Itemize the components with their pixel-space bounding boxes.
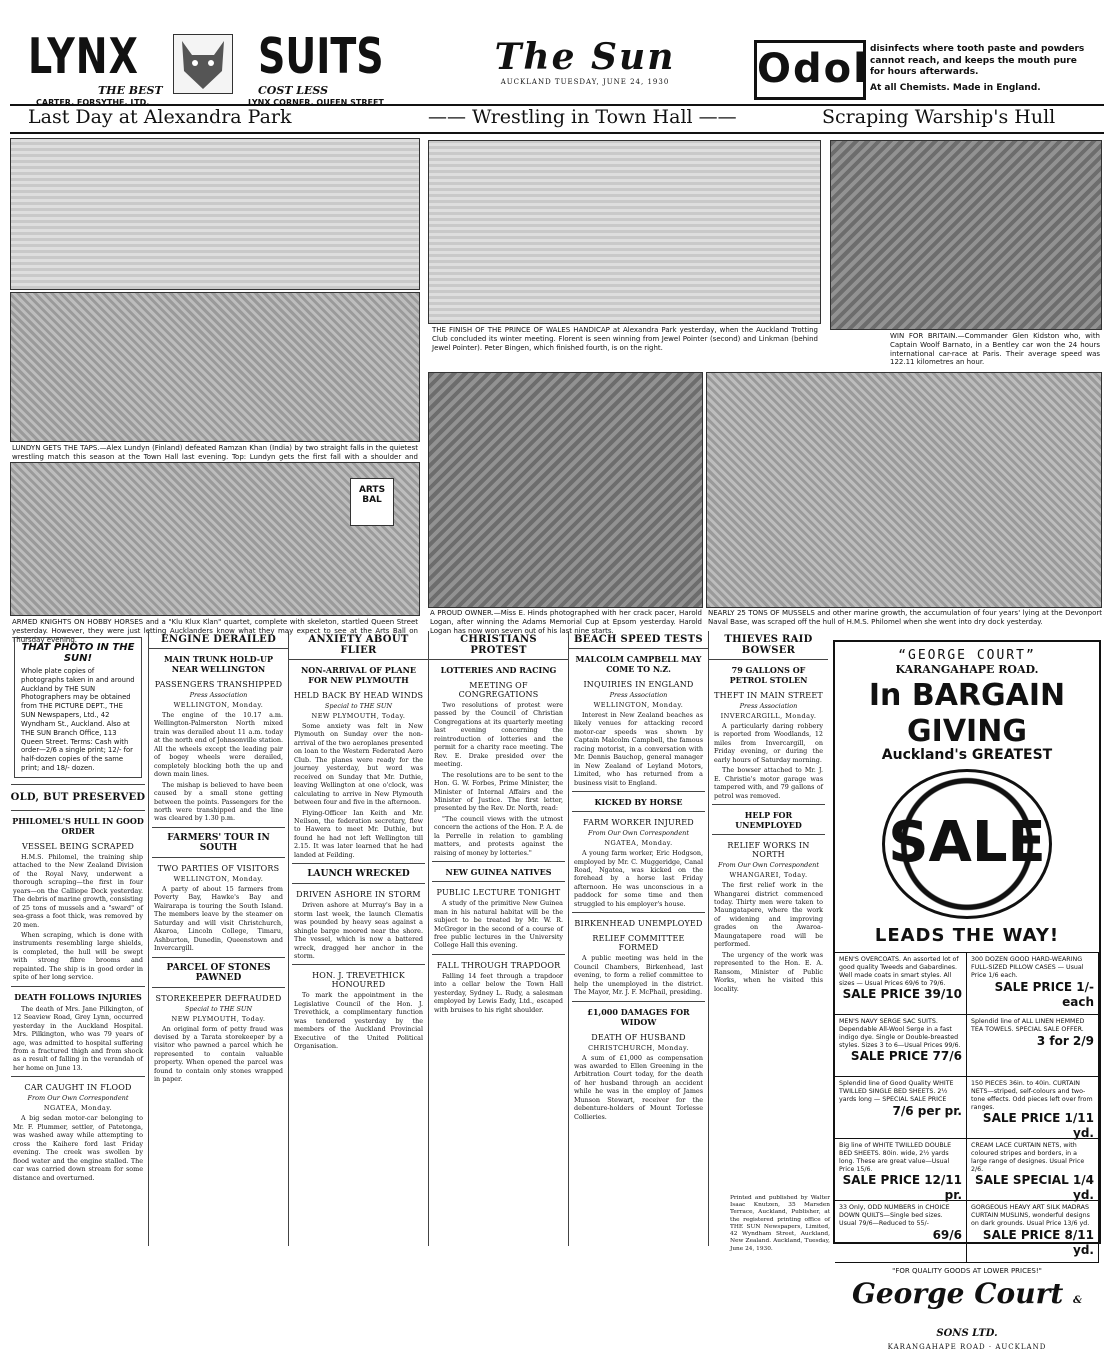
ad-item: MEN'S OVERCOATS. An assorted lot of good quality Tweeds and Gabardines. Well made coats in smart styles. All sizes — Usual Prices 69/6 to 79/6. SALE PRICE 39/10 [835,953,967,1015]
wrestling-photo-bottom [10,292,420,442]
ad-item: 33 Only, ODD NUMBERS in CHOICE DOWN QUILTS—Single bed sizes. Usual 79/6—Reduced to 55/- 69/6 [835,1201,967,1263]
article-bowser-place: INVERCARGILL, Monday. [720,712,817,720]
lynx-maker: CARTER, FORSYTHE, LTD. [36,98,150,107]
owner-caption: A PROUD OWNER.—Miss E. Hinds photographed with her crack pacer, Harold Logan, after winning the Adams Memorial Cup at Epsom yesterday. Harold Logan has now won seven out of his last nine starts. [430,609,702,635]
article-horse-byline: From Our Own Correspondent [588,829,689,838]
article-flood-byline: From Our Own Correspondent [27,1094,129,1103]
article-unemployed-body: The first relief work in the Whangarei district commenced today. Thirty men were taken to Maungatapere, where the work of widening and improving grades on the Awaroa-Maungatapere road will be performed. [714,881,823,949]
odol-ad-text: disinfects where tooth paste and powders cannot reach, and keeps the mouth pure for hours afterwards. At all Chemists. Made in England. [870,44,1090,100]
article-parcel-head: PARCEL OF STONES PAWNED [166,962,271,983]
article-horse-sub: FARM WORKER INJURED [583,818,694,828]
sale-text: SALE [888,810,1046,875]
article-trevethick-body: To mark the appointment in the Legislative Council of the Hon. J. Trevethick, a complimentary function was tendered yesterday by the members of the Auckland Provincial Executive of the United Political Organisation. [294,991,423,1051]
headline-wrestling: —— Wrestling in Town Hall —— [428,106,737,128]
odol-ad-footer: At all Chemists. Made in England. [870,83,1041,94]
article-engine-byline: Press Association [189,691,248,699]
mussels-caption: NEARLY 25 TONS OF MUSSELS and other marine growth, the accumulation of four years' lying at the Devonport Naval Base, was scraped off the hull of H.M.S. Philomel when she went into dry dock yesterday. [708,609,1102,626]
article-unemployed-place: WHANGAREI, Today. [729,871,808,880]
article-flier-body: Some anxiety was felt in New Plymouth on Sunday over the non-arrival of the two aeroplanes presented on loan to the Western Federated Aero Club. The planes were ready for the journey yesterday, but word was received on Sunday that Mr. Duthie, leaving Wellington at one o'clock, was calculating to arrive in New Plymouth between four and five in the afternoon. [294,722,423,807]
column-5 [568,631,708,1246]
lynx-logo: LYNX [28,27,139,85]
column-4 [428,631,568,1246]
article-parcel-byline: Special to THE SUN [184,1004,253,1013]
article-unemployed-byline: From Our Own Correspondent [718,861,819,870]
article-bowser-sub2: THEFT IN MAIN STREET [714,691,823,700]
article-christians-sub2: MEETING OF CONGREGATIONS [458,681,539,699]
article-christians-body: Two resolutions of protest were passed by the Council of Christian Congregations at its quarterly meeting last evening concerning the reintroduction of lotteries and the permit for a charity race meeting. The Rev. E. Drake presided over the meeting. [434,701,563,769]
column-6 [708,631,828,1246]
ad-items-grid [835,952,1099,1263]
article-farmers-body: A party of about 15 farmers from Poverty Bay, Hawke's Bay and Wairarapa is touring the South Island. The members leave by the steamer on Saturday and will visit Christchurch, Akaroa, Lincoln College, Timaru, Ashburton, Dunedin, Queenstown and Invercargill. [154,884,283,953]
article-engine-body: The engine of the 10.17 a.m. Wellington-Palmerston North mixed train was derailed about 11 a.m. today at the north end of Johnsonville station. All the wheels except the leading pair of bogey wheels were derailed, completely blocking both the up and down main lines. [154,711,283,779]
article-christians-body3: "The council views with the utmost concern the actions of the Hon. P. A. de la Perrelle in relation to gambling matters, and protests against the raising of money by lotteries." [434,814,563,857]
article-flier-sub2: HELD BACK BY HEAD WINDS [293,691,424,700]
odol-logo: Odol [754,40,866,100]
article-parcel-sub: STOREKEEPER DEFRAUDED [155,993,282,1003]
article-death-head: DEATH FOLLOWS INJURIES [14,991,142,1002]
ad-item: GORGEOUS HEAVY ART SILK MADRAS CURTAIN MUSLINS, wonderful designs on dark grounds. Usual Price 13/6 yd. SALE PRICE 8/11 yd. [967,1201,1099,1263]
george-court-ad [833,640,1101,1351]
ad-item: 150 PIECES 36in. to 40in. CURTAIN NETS—striped, self-colours and two-tone effects. Odd pieces left over from ranges. SALE PRICE 1/11 yd. [967,1077,1099,1139]
ad-address: KARANGAHAPE ROAD · AUCKLAND [887,1343,1047,1351]
article-old-preserved-sub: PHILOMEL'S HULL IN GOOD ORDER [12,815,144,836]
article-bowser-body2: The bowser attached to Mr. J. E. Christie's motor garage was tampered with, and 79 gallons of petrol was removed. [714,766,823,800]
ad-item: Big line of WHITE TWILLED DOUBLE BED SHEETS. 80in. wide, 2½ yards long. These are great value—Usual Price 15/6. SALE PRICE 12/11 pr. [835,1139,967,1201]
article-engine-head: ENGINE DERAILED [149,631,288,649]
ad-item: Splendid line of Good Quality WHITE TWILLED SINGLE BED SHEETS. 2½ yards long — SPECIAL SALE PRICE 7/6 per pr. [835,1077,967,1139]
ad-item: Splendid line of ALL LINEN HEMMED TEA TOWELS. SPECIAL SALE OFFER. 3 for 2/9 [967,1015,1099,1077]
ad-item: CREAM LACE CURTAIN NETS, with coloured stripes and borders, in a large range of designes. Usual Price 2/6. SALE SPECIAL 1/4 yd. [967,1139,1099,1201]
article-unemployed-head: HELP FOR UNEMPLOYED [735,810,802,831]
article-launch-body: Driven ashore at Murray's Bay in a storm last week, the launch Clematis was pounded by heavy seas against a shingle barge moored near the shore. The vessel, which is now a battered wreck, dragged her anchor in the storm. [294,901,423,960]
article-damages-body: A sum of £1,000 as compensation was awarded to Ellen Greening in the Arbitration Court today, for the death of her husband through an accident while he was in the employ of James Munson Stewart, receiver for the debenture-holders of Mount Torlesse Collieries. [574,1053,703,1121]
suits-logo: SUITS [258,27,384,85]
article-birkenhead-head: BIRKENHEAD UNEMPLOYED [574,919,703,929]
article-beach-place: WELLINGTON, Monday. [593,701,684,709]
article-unemployed-sub: RELIEF WORKS IN NORTH [727,841,810,860]
article-old-preserved-body2: When scraping, which is done with instruments resembling large shields, is completed, the hull will be swept with strong fibre brooms and repainted. The ship is in good order in spite of her long service. [13,931,143,982]
article-flood-head: CAR CAUGHT IN FLOOD [24,1083,132,1093]
article-bowser-sub: 79 GALLONS OF PETROL STOLEN [729,665,808,685]
article-old-preserved-head: OLD, BUT PRESERVED [10,791,146,803]
handicap-caption: THE FINISH OF THE PRINCE OF WALES HANDICAP at Alexandra Park yesterday, when the Auckland Trotting Club concluded its winter meeting. Florent is seen winning from Jewel Pointer (second) and Linkman (behind Jewel Pointer). Peter Bingen, which finished fourth, is on the right. [432,326,818,352]
article-guinea-head: NEW GUINEA NATIVES [445,867,552,878]
sale-badge [882,769,1052,919]
lynx-address: LYNX CORNER, QUEEN STREET [248,98,384,107]
article-farmers-head: FARMERS' TOUR IN SOUTH [167,832,270,853]
column-2 [148,631,288,1246]
column-3 [288,631,428,1246]
ad-george-court: “GEORGE COURT” [898,648,1036,663]
ad-road: KARANGAHAPE ROAD. [895,663,1039,676]
imprint: Printed and published by Walter Isaac Knutzen, 35 Marsden Terrace, Auckland, Publisher, at the registered printing office of THE SUN Newspapers, Limited, 42 Wyndham Street, Auckland, New Zealand. Auckland, Tuesday, June 24, 1930. [730,1195,830,1252]
article-flier-body2: Flying-Officer Ian Keith and Mr. Neilson, the federation secretary, flew to Hawera to meet Mr. Duthie, but found he had not left Wellington till 2.15. It was later learned that he had landed at Feilding. [294,808,423,859]
ad-in-bargain: In BARGAIN [868,678,1066,713]
article-trapdoor-head: FALL THROUGH TRAPDOOR [436,960,561,970]
article-launch-head: LAUNCH WRECKED [307,869,410,880]
wrestling-photo-top [10,138,420,290]
article-engine-sub2: PASSENGERS TRANSHIPPED [154,680,283,689]
headline-rule [10,132,1104,134]
article-flier-sub: NON-ARRIVAL OF PLANE FOR NEW PLYMOUTH [300,665,417,685]
arts-ball-sign: ARTS BAL [350,478,394,526]
headline-warship: Scraping Warship's Hull [822,106,1056,128]
ad-leads: LEADS THE WAY! [874,925,1060,946]
owner-photo [428,372,703,608]
ad-item: 300 DOZEN GOOD HARD-WEARING FULL-SIZED PILLOW CASES — Usual Price 1/6 each. SALE PRICE 1/- each [967,953,1099,1015]
george-court-logo: George Court & SONS LTD. [851,1277,1083,1339]
mussels-photo [706,372,1102,608]
ad-quality: "FOR QUALITY GOODS AT LOWER PRICES!" [892,1267,1042,1275]
article-old-preserved-body: H.M.S. Philomel, the training ship attached to the New Zealand Division of the Royal Navy, underwent a thorough scraping—the first in four years—on the Calliope Dock yesterday. The debris of marine growth, consisting of 25 tons of mussels and a "sward" of sea-grass a foot thick, was removed by 20 men. [13,852,143,929]
article-birkenhead-body: A public meeting was held in the Council Chambers, Birkenhead, last evening, to form a relief committee to help the unemployed in the district. The Mayor, Mr. J. F. McPhail, presiding. [574,954,703,997]
ad-item: MEN'S NAVY SERGE SAC SUITS. Dependable All-Wool Serge in a fast indigo dye. Single or Double-breasted styles. Sizes 3 to 6—Usual Prices 99/6. SALE PRICE 77/6 [835,1015,967,1077]
article-christians-body2: The resolutions are to be sent to the Hon. G. W. Forbes, Prime Minister, the Minister of Internal Affairs and the Minister of Justice. The first letter, presented by the Rev. Dr. North, read: [434,770,563,813]
article-farmers-sub: TWO PARTIES OF VISITORS [157,863,280,873]
kidston-photo [830,140,1102,330]
photo-order-box [14,637,142,778]
wrestling-caption: LUNDYN GETS THE TAPS.—Alex Lundyn (Finland) defeated Ramzan Khan (India) by two straight falls in the quietest wrestling match this season at the Town Hall last evening. Top: Lundyn gets the first fall with a shoulder and [12,444,418,461]
article-guinea-sub: PUBLIC LECTURE TONIGHT [436,888,561,898]
article-trapdoor-body: Falling 14 feet through a trapdoor into a cellar below the Town Hall yesterday, Sydney L. Rudy, a salesman employed by Lewis Eady, Ltd., escaped with bruises to his right shoulder. [434,971,563,1014]
article-beach-sub2: INQUIRIES IN ENGLAND [583,680,694,689]
article-bowser-body: A particularly daring robbery is reported from Woodlands, 12 miles from Invercargill, on Friday evening, or during the early hours of Saturday morning. [714,722,823,764]
article-flier-byline: Special to THE SUN [324,702,393,710]
article-damages-place: CHRISTCHURCH, Monday. [588,1043,689,1052]
article-horse-body: A young farm worker, Eric Hodgson, employed by Mr. C. Muggeridge, Canal Road, Ngatea, was kicked on the forehead by a horse last Friday afternoon. He was unconscious in a paddock for some time and then struggled to his employer's house. [574,849,703,908]
article-unemployed-body2: The urgency of the work was represented to the Hon. E. A. Ransom, Minister of Public Works, when he visited this locality. [714,950,823,993]
photo-box-title: THAT PHOTO IN THE SUN! [21,642,135,664]
article-flier-head: ANXIETY ABOUT FLIER [289,631,428,660]
ad-giving: GIVING [907,713,1027,749]
column-1 [8,631,148,1246]
paper-masthead [420,36,750,106]
article-bowser-head: THIEVES RAID BOWSER [709,631,828,660]
article-bowser-byline: Press Association [739,702,798,710]
article-flood-body: A big sedan motor-car belonging to Mr. F. Plummer, settler, of Patetonga, was washed away while attempting to cross the Kaihere ford last Friday evening. The creek was swollen by flood water and the engine stalled. The car was carried down stream for some distance and overturned. [13,1114,143,1182]
article-beach-head: BEACH SPEED TESTS [569,631,708,649]
article-parcel-body: An original form of petty fraud was devised by a Tarata storekeeper by a visitor who pawned a parcel which he represented to contain valuable property. When opened the parcel was found to contain only stones wrapped in paper. [154,1024,283,1084]
article-christians-head: CHRISTIANS PROTEST [429,631,568,660]
article-launch-sub: DRIVEN ASHORE IN STORM [296,890,421,900]
headline-alexandra-park: Last Day at Alexandra Park [28,106,292,128]
article-farmers-place: WELLINGTON, Monday. [173,874,264,883]
photo-box-text: Whole plate copies of photographs taken in and around Auckland by THE SUN Photographers may be obtained from THE PICTURE DEPT., THE SUN Newspapers, Ltd., 42 Wyndham St., Auckland. Also at THE SUN Branch Office, 113 Queen Street. Terms: Cash with order—2/6 a single print; 12/- for half-dozen copies of the same print; and 18/- dozen. [21,667,135,773]
the-best-tag: THE BEST [98,84,163,97]
article-flier-place: NEW PLYMOUTH, Today. [311,712,406,720]
article-engine-sub: MAIN TRUNK HOLD-UP NEAR WELLINGTON [163,654,274,674]
article-trevethick-head: HON. J. TREVETHICK HONOURED [312,971,405,990]
article-old-preserved-sub2: VESSEL BEING SCRAPED [22,841,134,851]
dateline: AUCKLAND TUESDAY, JUNE 24, 1930 [500,78,670,86]
article-guinea-body: A study of the primitive New Guinea man in his natural habitat will be the subject to be treated by Mr. W. R. McGregor in the second of a course of free public lectures in the University College Hall this evening. [434,899,563,950]
article-birkenhead-sub: RELIEF COMMITTEE FORMED [592,934,685,953]
kidston-caption: WIN FOR BRITAIN.—Commander Glen Kidston who, with Captain Woolf Barnato, in a Bentley car won the 24 hours international car-race at Paris. Their average speed was 122.11 kilometres an hour. [890,332,1100,367]
cost-less-tag: COST LESS [258,84,329,97]
article-beach-byline: Press Association [609,691,668,699]
handicap-photo [428,140,821,324]
article-christians-sub: LOTTERIES AND RACING [440,665,557,675]
article-horse-place: NGATEA, Monday. [604,839,673,848]
knights-caption: ARMED KNIGHTS ON HOBBY HORSES and a "Klu Klux Klan" quartet, complete with skeleton, startled Queen Street yesterday. However, they were just letting Aucklanders know what they may expect to see at the Arts Ball on Thursday evening. [12,618,418,644]
article-engine-body2: The mishap is believed to have been caused by a small stone getting between the points. Passengers for the north were transhipped and the line was cleared by 1.30 p.m. [154,780,283,823]
ad-greatest: Auckland's GREATEST [881,747,1053,763]
article-engine-place: WELLINGTON, Monday. [173,701,264,709]
article-beach-body: Interest in New Zealand beaches as likely venues for attacking record motor-car speeds was shown by Captain Malcolm Campbell, the famous racing motorist, in a conversation with Mr. Dennis Bauchop, general manager in New Zealand of Leyland Motors, Limited, who has returned from a business visit to England. [574,711,703,787]
article-damages-head: £1,000 DAMAGES FOR WIDOW [587,1006,690,1027]
lynx-suits-ad [8,6,408,107]
article-parcel-place: NEW PLYMOUTH, Today. [171,1014,266,1023]
article-flood-place: NGATEA, Monday. [43,1104,113,1113]
article-damages-sub: DEATH OF HUSBAND [591,1032,686,1042]
lynx-cat-icon [173,34,233,94]
article-beach-sub: MALCOLM CAMPBELL MAY COME TO N.Z. [575,654,702,674]
paper-title: The Sun [494,36,676,78]
article-horse-head: KICKED BY HORSE [594,797,683,808]
article-death-body: The death of Mrs. Jane Pilkington, of 12 Seaview Road, Grey Lynn, occurred yesterday in the Auckland Hospital. Mrs. Pilkington, who was 79 years of age, was admitted to hospital suffering from a fractured thigh and from shock as a result of falling in the verandah of her home on June 13. [13,1004,143,1072]
